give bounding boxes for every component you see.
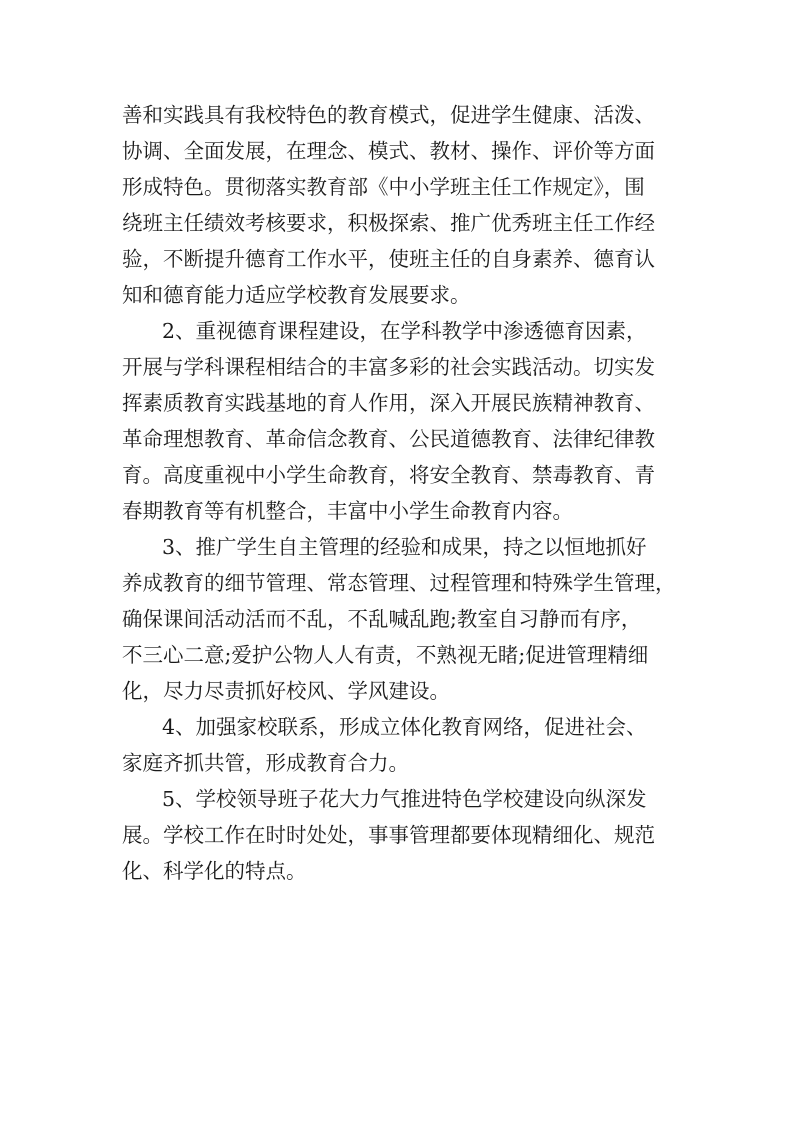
text-line: 知和德育能力适应学校教育发展要求。	[122, 283, 471, 307]
text-line: 验，不断提升德育工作水平，使班主任的自身素养、德育认	[122, 247, 655, 271]
document-body	[122, 97, 684, 889]
text-line: 形成特色。贯彻落实教育部《中小学班主任工作规定》，围	[122, 175, 645, 199]
text-line: 协调、全面发展，在理念、模式、教材、操作、评价等方面	[122, 139, 655, 163]
text-line: 革命理想教育、革命信念教育、公民道德教育、法律纪律教	[122, 427, 655, 451]
paragraph-3	[122, 529, 684, 709]
text-line: 养成教育的细节管理、常态管理、过程管理和特殊学生管理，	[122, 571, 676, 595]
text-line: 绕班主任绩效考核要求，积极探索、推广优秀班主任工作经	[122, 211, 655, 235]
text-line: 2、重视德育课程建设，在学科教学中渗透德育因素，	[162, 319, 647, 343]
text-line: 春期教育等有机整合，丰富中小学生命教育内容。	[122, 499, 573, 523]
text-line: 挥素质教育实践基地的育人作用，深入开展民族精神教育、	[122, 391, 655, 415]
text-line: 4、加强家校联系，形成立体化教育网络，促进社会、	[162, 715, 647, 739]
paragraph-2	[122, 313, 684, 529]
text-line: 育。高度重视中小学生命教育，将安全教育、禁毒教育、青	[122, 463, 655, 487]
text-line: 不三心二意;爱护公物人人有责，不熟视无睹;促进管理精细	[122, 643, 649, 667]
text-line: 化，尽力尽责抓好校风、学风建设。	[122, 679, 450, 703]
paragraph-5	[122, 781, 684, 889]
text-line: 3、推广学生自主管理的经验和成果，持之以恒地抓好	[162, 535, 647, 559]
text-line: 展。学校工作在时时处处，事事管理都要体现精细化、规范	[122, 823, 655, 847]
text-line: 开展与学科课程相结合的丰富多彩的社会实践活动。切实发	[122, 355, 655, 379]
paragraph-1	[122, 97, 684, 313]
text-line: 化、科学化的特点。	[122, 859, 307, 883]
text-line: 确保课间活动活而不乱，不乱喊乱跑;教室自习静而有序，	[122, 607, 642, 631]
text-line: 善和实践具有我校特色的教育模式，促进学生健康、活泼、	[122, 103, 655, 127]
text-line: 家庭齐抓共管，形成教育合力。	[122, 751, 409, 775]
paragraph-4	[122, 709, 684, 781]
text-line: 5、学校领导班子花大力气推进特色学校建设向纵深发	[162, 787, 647, 811]
